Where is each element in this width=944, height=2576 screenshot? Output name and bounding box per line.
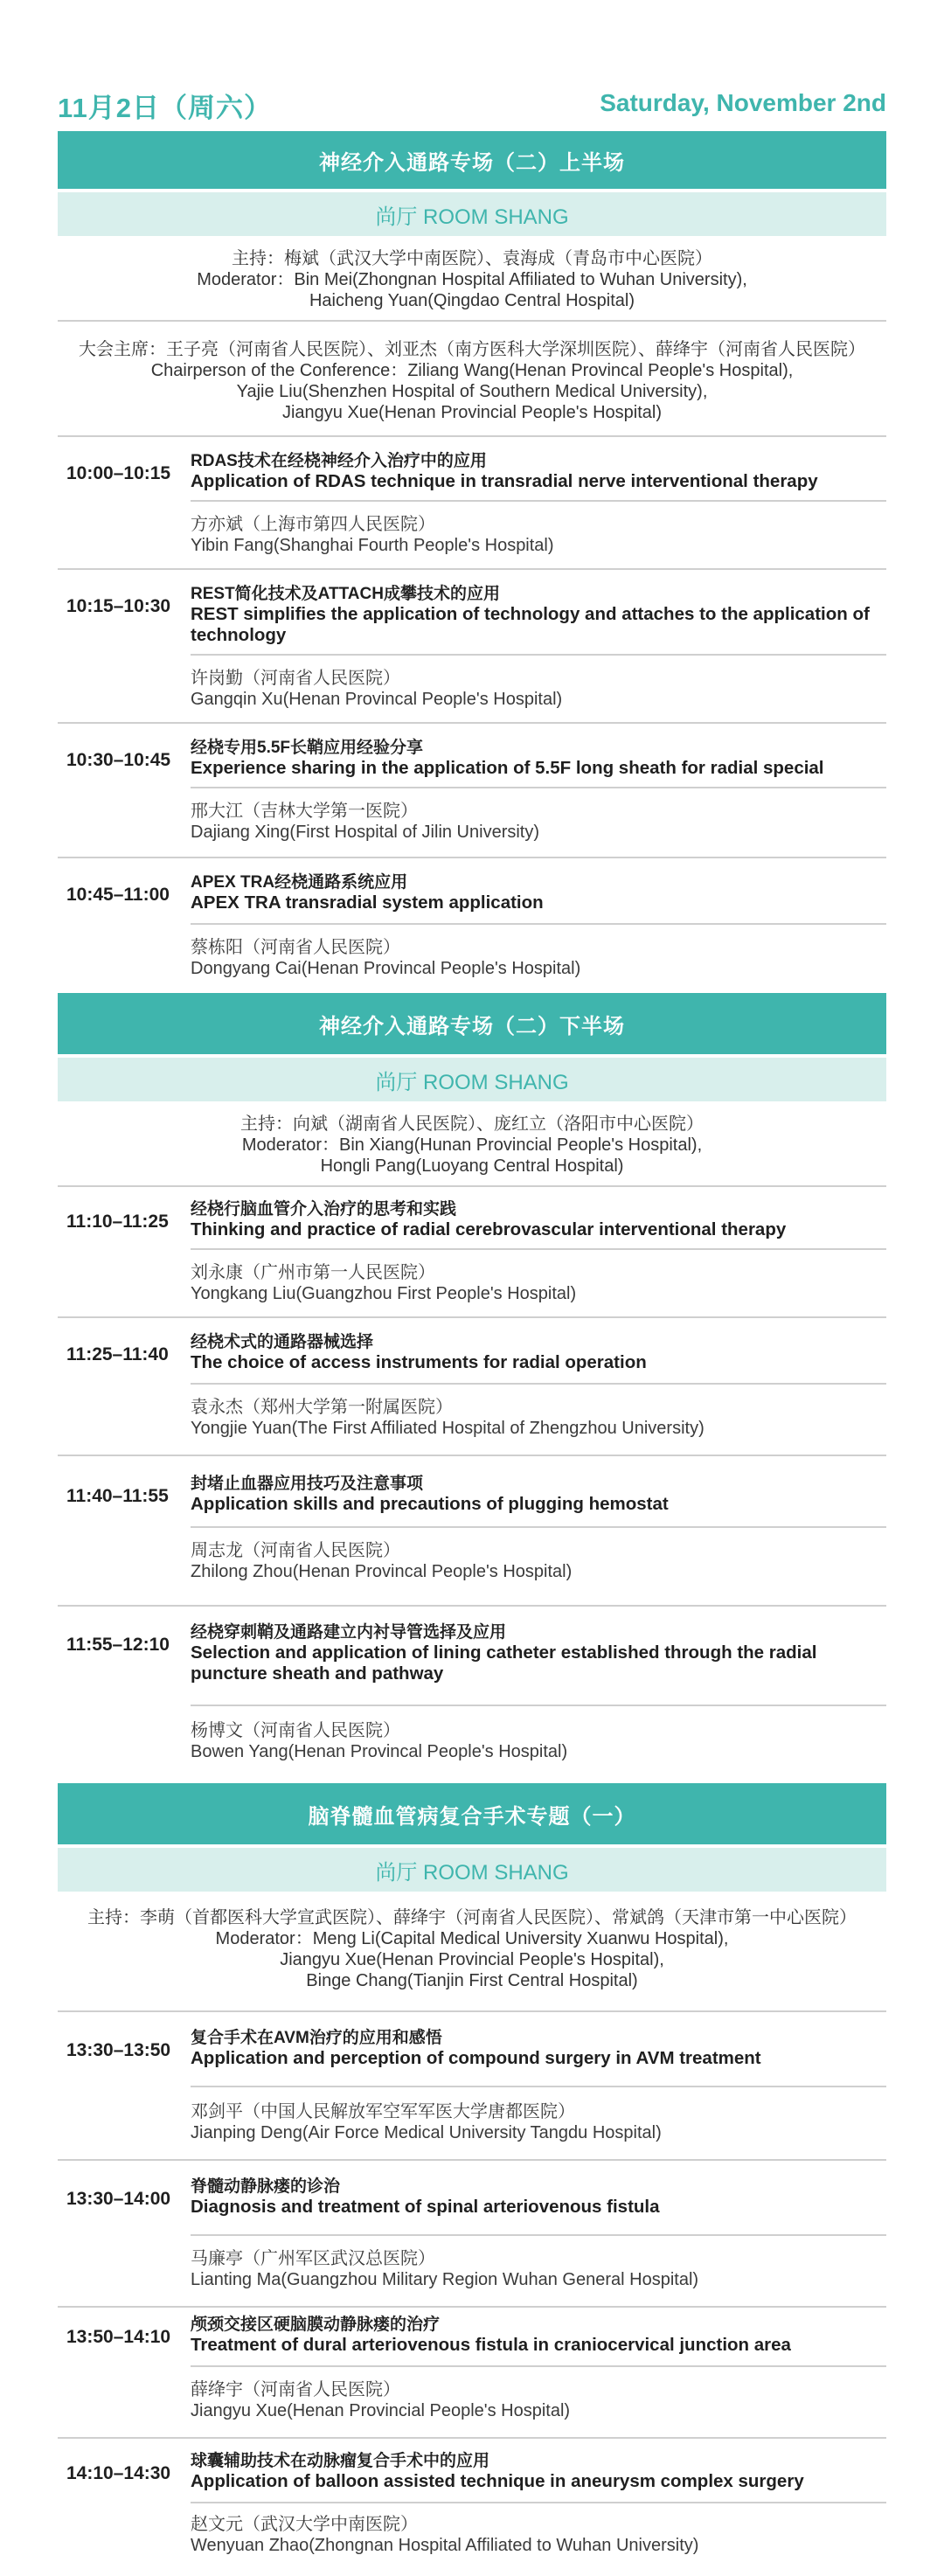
speaker-cn: 蔡栋阳（河南省人民医院）: [191, 938, 400, 957]
talk-time: 10:00–10:15: [66, 463, 171, 483]
speaker: [191, 2101, 881, 2143]
divider: [58, 568, 886, 570]
speaker: [191, 514, 881, 556]
talk-title: [191, 1474, 881, 1515]
moderator-cn: 主持：向斌（湖南省人民医院）、庞红立（洛阳市中心医院）: [240, 1114, 704, 1134]
divider: [58, 2010, 886, 2012]
talk-title-cn: REST简化技术及ATTACH成攀技术的应用: [191, 585, 500, 603]
moderators: [58, 1114, 886, 1177]
room-label: 尚厅 ROOM SHANG: [58, 1848, 886, 1892]
talk-time: 11:40–11:55: [66, 1486, 169, 1506]
moderator-en-line: Moderator：Meng Li(Capital Medical University Xuanwu Hospital),: [215, 1929, 729, 1948]
talk-title: [191, 2451, 881, 2492]
speaker-en: Yongjie Yuan(The First Affiliated Hospital of Zhengzhou University): [191, 1419, 705, 1438]
divider: [191, 2234, 886, 2236]
moderator-en-line: Haicheng Yuan(Qingdao Central Hospital): [309, 291, 635, 310]
moderator-en-line: Moderator：Bin Mei(Zhongnan Hospital Affiliated to Wuhan University),: [197, 270, 747, 289]
talk-title: [191, 1332, 881, 1373]
speaker-cn: 薛绛宇（河南省人民医院）: [191, 2380, 400, 2399]
speaker: [191, 2379, 881, 2421]
talk-title-cn: RDAS技术在经桡神经介入治疗中的应用: [191, 452, 487, 470]
talk-title-en: Application and perception of compound surgery in AVM treatment: [191, 2048, 761, 2068]
moderator-en-line: Moderator：Bin Xiang(Hunan Provincial People's Hospital),: [241, 1135, 703, 1155]
divider: [191, 1383, 886, 1385]
talk-title-cn: 经桡行脑血管介入治疗的思考和实践: [191, 1200, 457, 1219]
talk-title: [191, 1199, 881, 1240]
divider: [58, 1316, 886, 1318]
divider: [58, 2437, 886, 2439]
divider: [191, 2365, 886, 2367]
talk-title-cn: 复合手术在AVM治疗的应用和感悟: [191, 2029, 442, 2047]
speaker-en: Dongyang Cai(Henan Provincal People's Hospital): [191, 959, 581, 978]
date-en: Saturday, November 2nd: [600, 89, 886, 116]
chairpersons: [58, 339, 886, 423]
section-title: 神经介入通路专场（二）下半场: [58, 993, 886, 1054]
speaker-en: Yibin Fang(Shanghai Fourth People's Hospital): [191, 536, 554, 555]
divider: [191, 1526, 886, 1528]
speaker-en: Gangqin Xu(Henan Provincal People's Hospital): [191, 690, 563, 709]
talk-title: [191, 451, 881, 492]
talk-time: 13:50–14:10: [66, 2327, 171, 2347]
speaker-cn: 邢大江（吉林大学第一医院）: [191, 802, 418, 821]
moderator-cn: 主持：李萌（首都医科大学宣武医院）、薛绛宇（河南省人民医院）、常斌鸽（天津市第一中心医院）: [87, 1908, 857, 1927]
talk-title: [191, 1622, 881, 1684]
room-label: 尚厅 ROOM SHANG: [58, 192, 886, 236]
speaker: [191, 2248, 881, 2290]
moderators: [58, 1907, 886, 1991]
divider: [191, 923, 886, 925]
talk-title-en: Diagnosis and treatment of spinal arteriovenous fistula: [191, 2197, 660, 2217]
speaker: [191, 2514, 881, 2556]
talk-title-cn: 经桡专用5.5F长鞘应用经验分享: [191, 739, 424, 757]
section-title: 脑脊髓血管病复合手术专题（一）: [58, 1783, 886, 1844]
speaker: [191, 937, 881, 979]
talk-title: [191, 2315, 881, 2356]
talk-title-en: Application of RDAS technique in transradial nerve interventional therapy: [191, 471, 818, 491]
moderator-en-line: Jiangyu Xue(Henan Provincial People's Hospital),: [280, 1950, 664, 1969]
divider: [58, 857, 886, 858]
talk-time: 10:45–11:00: [66, 885, 170, 905]
talk-title-cn: APEX TRA经桡通路系统应用: [191, 873, 408, 892]
talk-title-en: Application skills and precautions of plugging hemostat: [191, 1494, 669, 1514]
divider: [58, 722, 886, 724]
divider: [191, 1705, 886, 1706]
speaker-en: Lianting Ma(Guangzhou Military Region Wuhan General Hospital): [191, 2270, 699, 2289]
chair-cn: 大会主席：王子亮（河南省人民医院）、刘亚杰（南方医科大学深圳医院）、薛绛宇（河南省人民医院）: [79, 340, 865, 359]
speaker-en: Yongkang Liu(Guangzhou First People's Hospital): [191, 1284, 577, 1303]
speaker-cn: 方亦斌（上海市第四人民医院）: [191, 515, 435, 534]
speaker-cn: 袁永杰（郑州大学第一附属医院）: [191, 1398, 453, 1417]
talk-title-cn: 封堵止血器应用技巧及注意事项: [191, 1475, 424, 1493]
divider: [191, 787, 886, 788]
talk-title-en: Selection and application of lining catheter established through the radial puncture sheath and pathway: [191, 1642, 817, 1684]
talk-title-en: REST simplifies the application of technology and attaches to the application of technology: [191, 604, 870, 645]
speaker-cn: 赵文元（武汉大学中南医院）: [191, 2515, 418, 2534]
talk-time: 11:55–12:10: [66, 1635, 170, 1655]
speaker-cn: 邓剑平（中国人民解放军空军军医大学唐都医院）: [191, 2102, 575, 2121]
date-header: [58, 80, 886, 129]
talk-time: 10:15–10:30: [66, 596, 171, 616]
speaker-en: Jiangyu Xue(Henan Provincial People's Hospital): [191, 2401, 571, 2420]
talk-time: 11:25–11:40: [66, 1344, 169, 1364]
speaker-cn: 许岗勤（河南省人民医院）: [191, 669, 400, 688]
speaker-cn: 杨博文（河南省人民医院）: [191, 1721, 400, 1740]
room-label: 尚厅 ROOM SHANG: [58, 1058, 886, 1101]
speaker-en: Zhilong Zhou(Henan Provincal People's Hospital): [191, 1562, 573, 1581]
divider: [191, 654, 886, 656]
divider: [191, 2502, 886, 2503]
divider: [58, 2159, 886, 2161]
divider: [58, 1185, 886, 1187]
speaker-en: Dajiang Xing(First Hospital of Jilin University): [191, 823, 540, 842]
speaker-cn: 刘永康（广州市第一人民医院）: [191, 1263, 435, 1282]
divider: [58, 2306, 886, 2308]
divider: [58, 320, 886, 322]
talk-title-cn: 脊髓动静脉瘘的诊治: [191, 2177, 341, 2196]
moderators: [58, 248, 886, 311]
divider: [58, 435, 886, 437]
talk-title-en: Experience sharing in the application of 5.5F long sheath for radial special: [191, 758, 824, 778]
moderator-cn: 主持：梅斌（武汉大学中南医院）、袁海成（青岛市中心医院）: [232, 249, 712, 268]
speaker: [191, 801, 881, 843]
talk-title-cn: 颅颈交接区硬脑膜动静脉瘘的治疗: [191, 2316, 441, 2334]
speaker: [191, 1262, 881, 1304]
talk-time: 13:30–14:00: [66, 2189, 171, 2209]
speaker: [191, 1397, 881, 1439]
talk-time: 14:10–14:30: [66, 2463, 171, 2483]
talk-title-cn: 球囊辅助技术在动脉瘤复合手术中的应用: [191, 2452, 490, 2470]
divider: [58, 1605, 886, 1607]
moderator-en-line: Hongli Pang(Luoyang Central Hospital): [320, 1156, 624, 1176]
talk-title: [191, 872, 881, 913]
talk-title: [191, 584, 881, 646]
section-title: 神经介入通路专场（二）上半场: [58, 131, 886, 189]
speaker-en: Jianping Deng(Air Force Medical University Tangdu Hospital): [191, 2123, 662, 2142]
talk-title: [191, 2177, 881, 2218]
divider: [58, 1455, 886, 1456]
talk-title-en: Thinking and practice of radial cerebrovascular interventional therapy: [191, 1219, 787, 1239]
talk-time: 13:30–13:50: [66, 2040, 171, 2060]
talk-title-cn: 经桡穿刺鞘及通路建立内衬导管选择及应用: [191, 1623, 507, 1642]
speaker-en: Wenyuan Zhao(Zhongnan Hospital Affiliated to Wuhan University): [191, 2536, 699, 2555]
speaker: [191, 1540, 881, 1582]
divider: [191, 2086, 886, 2087]
divider: [191, 500, 886, 502]
speaker-en: Bowen Yang(Henan Provincal People's Hospital): [191, 1742, 568, 1761]
talk-time: 10:30–10:45: [66, 750, 171, 770]
talk-title: [191, 738, 881, 779]
talk-title-en: Treatment of dural arteriovenous fistula in craniocervical junction area: [191, 2335, 791, 2355]
chair-en-line: Jiangyu Xue(Henan Provincial People's Hospital): [281, 403, 663, 422]
talk-title-en: The choice of access instruments for radial operation: [191, 1352, 647, 1372]
speaker-cn: 马廉亭（广州军区武汉总医院）: [191, 2249, 435, 2268]
speaker: [191, 668, 881, 710]
talk-time: 11:10–11:25: [66, 1212, 169, 1232]
talk-title: [191, 2028, 881, 2069]
talk-title-cn: 经桡术式的通路器械选择: [191, 1333, 374, 1351]
talk-title-en: APEX TRA transradial system application: [191, 892, 544, 913]
speaker-cn: 周志龙（河南省人民医院）: [191, 1541, 400, 1560]
date-cn: 11月2日（周六）: [58, 93, 273, 123]
speaker: [191, 1720, 881, 1762]
chair-en-line: Yajie Liu(Shenzhen Hospital of Southern Medical University),: [236, 382, 708, 401]
divider: [191, 1248, 886, 1250]
chair-en-line: Chairperson of the Conference：Ziliang Wang(Henan Provincal People's Hospital),: [150, 361, 794, 380]
moderator-en-line: Binge Chang(Tianjin First Central Hospital): [306, 1971, 638, 1990]
talk-title-en: Application of balloon assisted technique in aneurysm complex surgery: [191, 2471, 804, 2491]
